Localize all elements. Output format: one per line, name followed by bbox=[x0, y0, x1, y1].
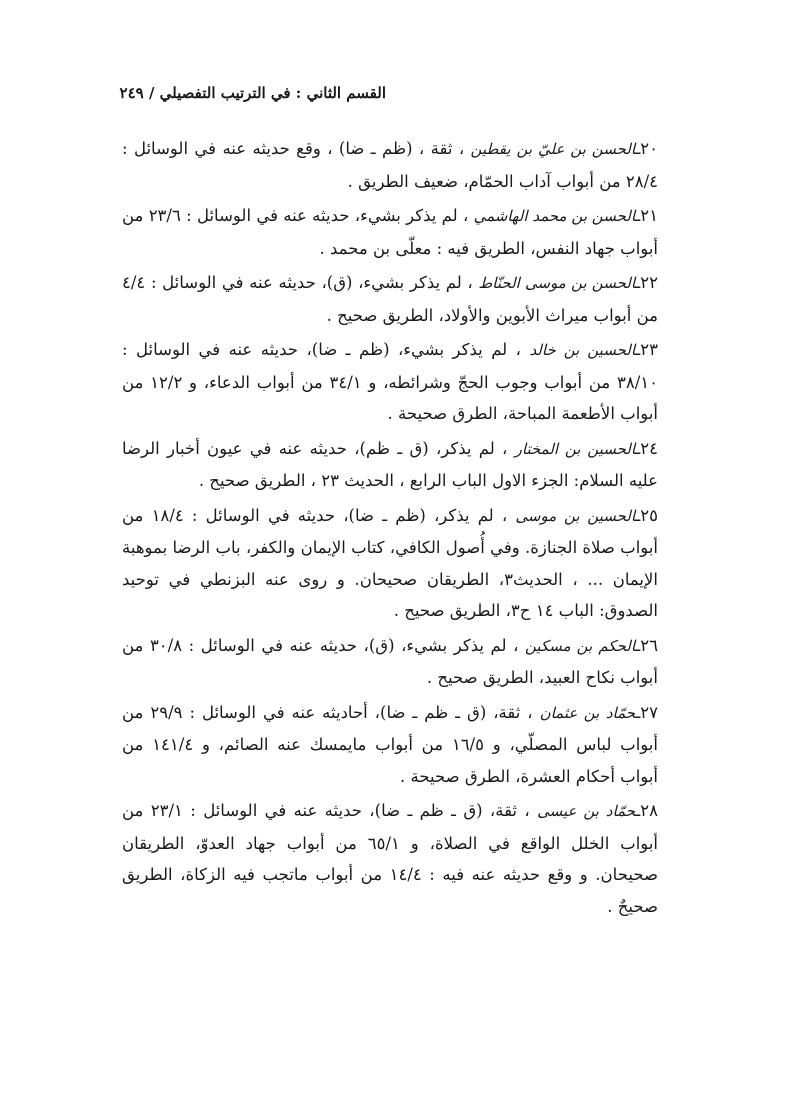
list-item bbox=[122, 433, 658, 497]
list-item bbox=[122, 334, 658, 430]
narrator-name: حمّاد بن عيسى bbox=[537, 802, 636, 820]
entry-text: ، لم يذكر، (ق ـ ظم)، حديثه عنه في عيون أخبار الرضا عليه السلام: الجزء الاول الباب الرابع ، الحديث ٢٣ ، الطريق صحيح . bbox=[122, 438, 658, 490]
narrator-name: الحسن بن محمد الهاشمي bbox=[473, 207, 636, 225]
entry-text: ، لم يذكر بشيء، حديثه عنه في الوسائل : ٢٣/٦ من أبواب جهاد النفس، الطريق فيه : معلّى بن محمد . bbox=[122, 206, 658, 258]
entry-number: ٢٥ـ bbox=[635, 505, 658, 525]
list-item bbox=[122, 500, 658, 627]
narrator-name: الحسين بن موسى bbox=[515, 506, 636, 525]
entry-text: ، لم يذكر بشيء، (ق)، حديثه عنه في الوسائل : ٣٠/٨ من أبواب نكاح العبيد، الطريق صحيح . bbox=[122, 635, 658, 687]
entry-number: ٢٤ـ bbox=[635, 438, 658, 458]
list-item bbox=[122, 267, 658, 331]
list-item bbox=[122, 795, 658, 922]
entry-text: ، لم يذكر، (ظم ـ ضا)، حديثه في الوسائل : ١٨/٤ من أبواب صلاة الجنازة. وفي أُصول الكافي، كتاب الإيمان والكفر، باب الرضا بموهبة الإيمان ... ، الحديث٣، الطريقان صحيحان. و روى عنه البزنطي في توحيد الصدوق: الباب ١٤ ح٣، الطريق صحيح . bbox=[122, 505, 658, 620]
narrator-name: الحكم بن مسكين bbox=[524, 636, 636, 655]
entry-text: ، ثقة ، (ظم ـ ضا) ، وقع حديثه عنه في الوسائل : ٢٨/٤ من أبواب آداب الحمّام، ضعيف الطريق . bbox=[122, 139, 658, 191]
list-item bbox=[122, 630, 658, 694]
entry-number: ٢١ـ bbox=[635, 206, 658, 225]
list-item bbox=[122, 133, 658, 197]
running-header: القسم الثاني : في الترتيب التفصيلي / ٢٤٩ bbox=[119, 84, 386, 102]
narrator-name: الحسن بن عليّ بن يقطين bbox=[470, 140, 636, 158]
entry-text: ، ثقة، (ق ـ ظم ـ ضا)، أحاديثه عنه في الوسائل : ٢٩/٩ من أبواب لباس المصلّي، و ١٦/٥ من أبواب مايمسك عنه الصائم، و ١٤١/٤ من أبواب أحكام العشرة، الطرق صحيحة . bbox=[122, 702, 658, 786]
entry-text: ، لم يذكر بشيء، (ق)، حديثه عنه في الوسائل : ٤/٤ من أبواب ميراث الأبوين والأولاد، الطريق صحيح . bbox=[122, 273, 658, 325]
entry-number: ٢٠ـ bbox=[635, 139, 659, 158]
list-item bbox=[122, 200, 658, 264]
narrator-name: الحسين بن خالد bbox=[529, 341, 636, 359]
entry-number: ٢٦ـ bbox=[635, 635, 658, 655]
entry-number: ٢٨ـ bbox=[635, 801, 658, 820]
narrator-name: الحسن بن موسى الحنّاط bbox=[478, 274, 636, 292]
entry-number: ٢٧ـ bbox=[635, 702, 659, 722]
entry-list bbox=[122, 133, 658, 925]
entry-text: ، ثقة، (ق ـ ظم ـ ضا)، حديثه عنه في الوسائل : ٢٣/١ من أبواب الخلل الواقع في الصلاة، و ٦٥/١ من أبواب جهاد العدوّ، الطريقان صحيحان. و وقع حديثه عنه فيه : ١٤/٤ من أبواب ماتجب فيه الزكاة، الطريق صحيحٌ . bbox=[122, 801, 658, 916]
entry-number: ٢٢ـ bbox=[635, 273, 658, 292]
narrator-name: حمّاد بن عثمان bbox=[539, 703, 636, 722]
entry-number: ٢٣ـ bbox=[635, 340, 658, 359]
narrator-name: الحسين بن المختار bbox=[514, 439, 636, 458]
entry-text: ، لم يذكر بشيء، (ظم ـ ضا)، حديثه عنه في الوسائل : ٣٨/١٠ من أبواب وجوب الحجّ وشرائطه، و ٣٤/١ من أبواب الدعاء، و ١٢/٢ من أبواب الأطعمة المباحة، الطرق صحيحة . bbox=[122, 340, 658, 423]
list-item bbox=[122, 697, 658, 793]
